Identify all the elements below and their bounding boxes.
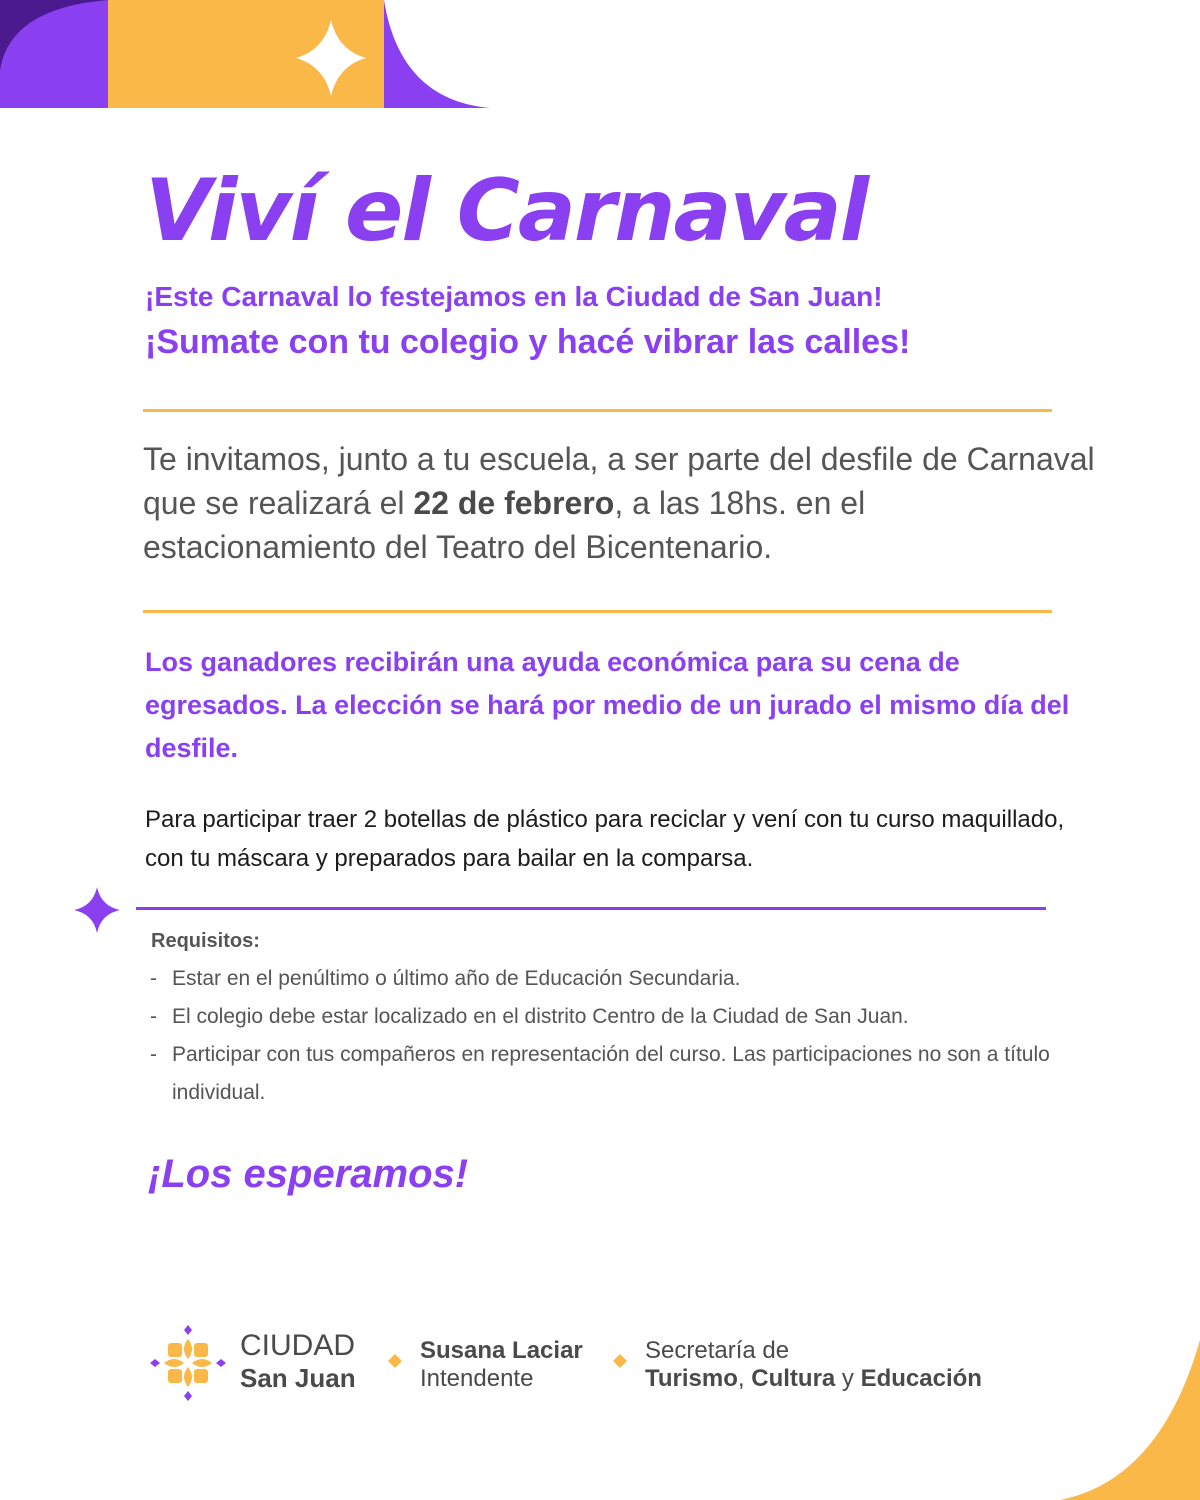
secretariat-separator: , (737, 1365, 752, 1392)
footer (150, 1325, 1100, 1405)
list-item: - El colegio debe estar localizado en el distrito Centro de la Ciudad de San Juan. (150, 998, 1090, 1036)
top-decoration (0, 0, 490, 110)
divider (143, 610, 1052, 613)
diamond-separator-icon (388, 1354, 402, 1368)
intro-text-1: Te invitamos, junto a tu escuela, a ser parte del desfile de Carnaval que se realizará el (143, 441, 1095, 521)
divider (143, 409, 1052, 412)
mayor-name: Susana Laciar (420, 1337, 583, 1364)
closing-text: ¡Los esperamos! (148, 1152, 469, 1196)
secretariat-separator: y (835, 1365, 861, 1392)
secretariat-educacion: Educación (860, 1365, 982, 1392)
requirements-title: Requisitos: (151, 930, 260, 952)
diamond-separator-icon (613, 1354, 627, 1368)
secretariat-line-2 (645, 1365, 982, 1393)
sparkle-icon (72, 885, 122, 935)
secretariat-cultura: Cultura (751, 1365, 836, 1392)
subtitle-line-2: ¡Sumate con tu colegio y hacé vibrar las calles! (145, 323, 911, 361)
event-date: 22 de febrero (413, 485, 615, 521)
city-name-top: CIUDAD (240, 1329, 356, 1362)
mayor-role: Intendente (420, 1365, 534, 1392)
divider (136, 907, 1046, 910)
intro-paragraph (143, 437, 1103, 569)
participate-paragraph: Para participar traer 2 botellas de plástico para reciclar y vení con tu curso maquillado, con tu máscara y preparados para bailar en la comparsa. (145, 806, 1065, 872)
subtitle-line-1: ¡Este Carnaval lo festejamos en la Ciudad de San Juan! (145, 281, 883, 312)
list-item: - Participar con tus compañeros en representación del curso. Las participaciones no son a título individual. (150, 1036, 1090, 1112)
list-item: - Estar en el penúltimo o último año de Educación Secundaria. (150, 960, 1090, 998)
secretariat-turismo: Turismo (645, 1365, 738, 1392)
ciudad-san-juan-logo (150, 1325, 226, 1401)
page-title: Viví el Carnaval (145, 161, 868, 261)
requirements-list (150, 960, 1090, 1112)
intro-text-2: , a las 18hs. en el estacionamiento del Teatro del Bicentenario. (143, 485, 866, 565)
city-name-bottom: San Juan (240, 1363, 356, 1393)
prize-paragraph: Los ganadores recibirán una ayuda económica para su cena de egresados. La elección se hará por medio de un jurado el mismo día del desfile. (145, 647, 1070, 763)
secretariat-line-1: Secretaría de (645, 1337, 790, 1364)
